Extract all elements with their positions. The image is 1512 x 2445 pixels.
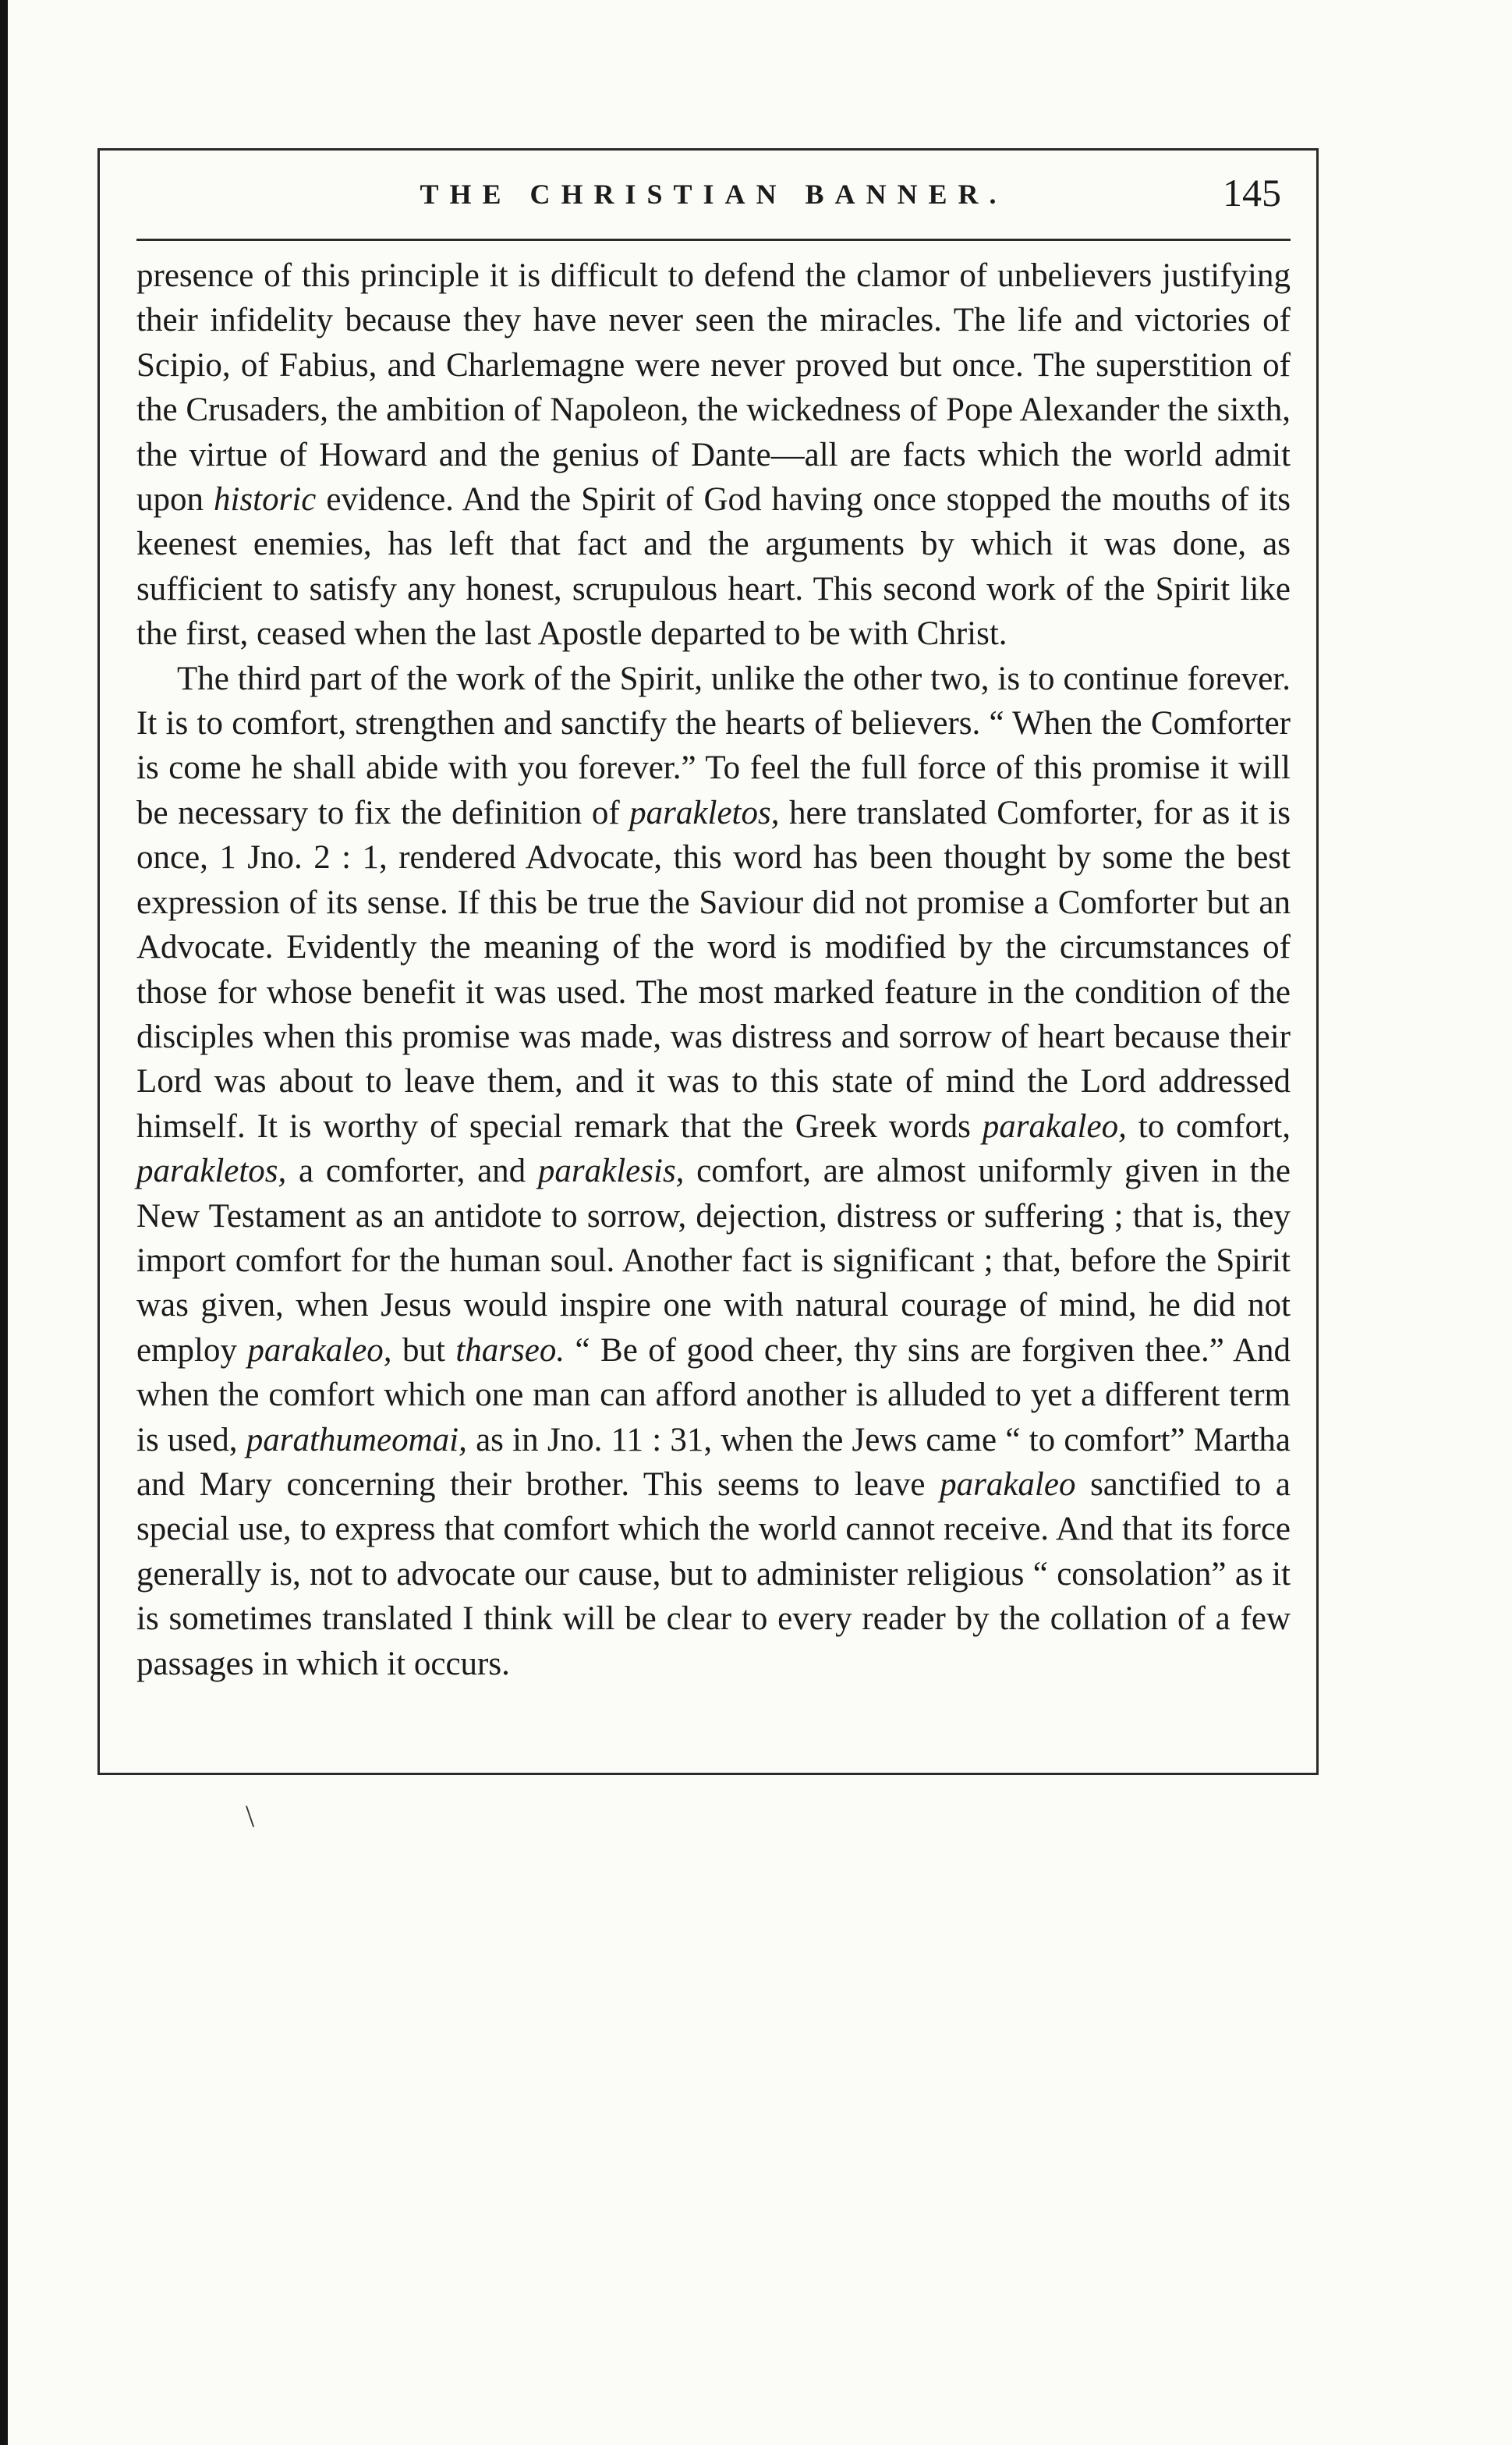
stray-ink-mark: \ — [246, 1798, 255, 1834]
header-rule — [136, 239, 1291, 241]
paragraph-2-text-3: to comfort, — [1126, 1107, 1291, 1145]
paragraph-1-text-1: presence of this principle it is difficult to defend the clamor of unbelievers justifying their infidelity because they have never seen the miracles. The life and victories of Scipio, of Fabius, and Charlemagne were never proved but once. The superstition of the Crusaders, the ambition of Napoleon, the wickedness of Pope Alexander the sixth, the virtue of Howard and the genius of Dante—all are facts which the world admit upon — [136, 257, 1291, 519]
italic-word-tharseo: tharseo. — [455, 1331, 565, 1369]
paragraph-2 — [136, 657, 1291, 1686]
italic-word-historic: historic — [214, 481, 317, 519]
paragraph-2-text-9: sanctified to a special use, to express that comfort which the world cannot receive. And that its force generally is, not to advocate our cause, but to administer religious “ consolation” as it is sometimes translated I think will be clear to every reader by the collation of a few passages in which it occurs. — [136, 1465, 1291, 1682]
italic-word-parakletos-2: parakletos, — [136, 1153, 287, 1190]
page-header — [136, 170, 1291, 226]
paragraph-2-text-8: as in Jno. 11 : 31, when the Jews came “ to comfort” Martha and Mary concerning their brother. This seems to leave — [136, 1421, 1291, 1503]
italic-word-paraklesis: paraklesis, — [537, 1153, 685, 1190]
paragraph-1-text-2: evidence. And the Spirit of God having once stopped the mouths of its keenest enemies, has left that fact and the arguments by which it was done, as sufficient to satisfy any honest, scrupulous heart. This second work of the Spirit like the first, ceased when the last Apostle departed to be with Christ. — [136, 481, 1291, 653]
paragraph-2-text-2: here translated Comforter, for as it is once, 1 Jno. 2 : 1, rendered Advocate, this word has been thought by some the best expression of its sense. If this be true the Saviour did not promise a Comforter but an Advocate. Evidently the meaning of the word is modified by the circumstances of those for whose benefit it was used. The most marked feature in the condition of the disciples when this promise was made, was distress and sorrow of heart because their Lord was about to leave them, and it was to this state of mind the Lord addressed himself. It is worthy of special remark that the Greek words — [136, 794, 1291, 1145]
book-spine-edge — [0, 0, 8, 2445]
paragraph-2-text-5: comfort, are almost uniformly given in the New Testament as an antidote to sorrow, dejection, distress or suffering ; that is, they import comfort for the human soul. Another fact is significant ; that, before the Spirit was given, when Jesus would inspire one with natural courage of mind, he did not employ — [136, 1153, 1291, 1369]
page-number: 145 — [1223, 171, 1281, 214]
italic-word-parakaleo: parakaleo, — [982, 1107, 1127, 1145]
italic-word-parakletos: parakletos, — [629, 794, 780, 831]
paragraph-1 — [136, 253, 1291, 657]
paragraph-2-text-4: a comforter, and — [286, 1153, 538, 1190]
body-text — [136, 253, 1291, 1686]
running-title: THE CHRISTIAN BANNER. — [420, 179, 1007, 210]
italic-word-parathumeomai: parathumeomai, — [246, 1421, 467, 1458]
italic-word-parakaleo-3: parakaleo — [940, 1465, 1076, 1503]
italic-word-parakaleo-2: parakaleo, — [247, 1331, 392, 1369]
paragraph-2-text-6: but — [391, 1331, 456, 1369]
paragraph-2-text-1: The third part of the work of the Spirit, unlike the other two, is to continue forever. It is to comfort, strengthen and sanctify the hearts of believers. “ When the Comforter is come he shall abide with you forever.” To feel the full force of this promise it will be necessary to fix the definition of — [136, 660, 1291, 831]
paragraph-2-text-7: “ Be of good cheer, thy sins are forgiven thee.” And when the comfort which one man can afford another is alluded to yet a different term is used, — [136, 1331, 1291, 1458]
